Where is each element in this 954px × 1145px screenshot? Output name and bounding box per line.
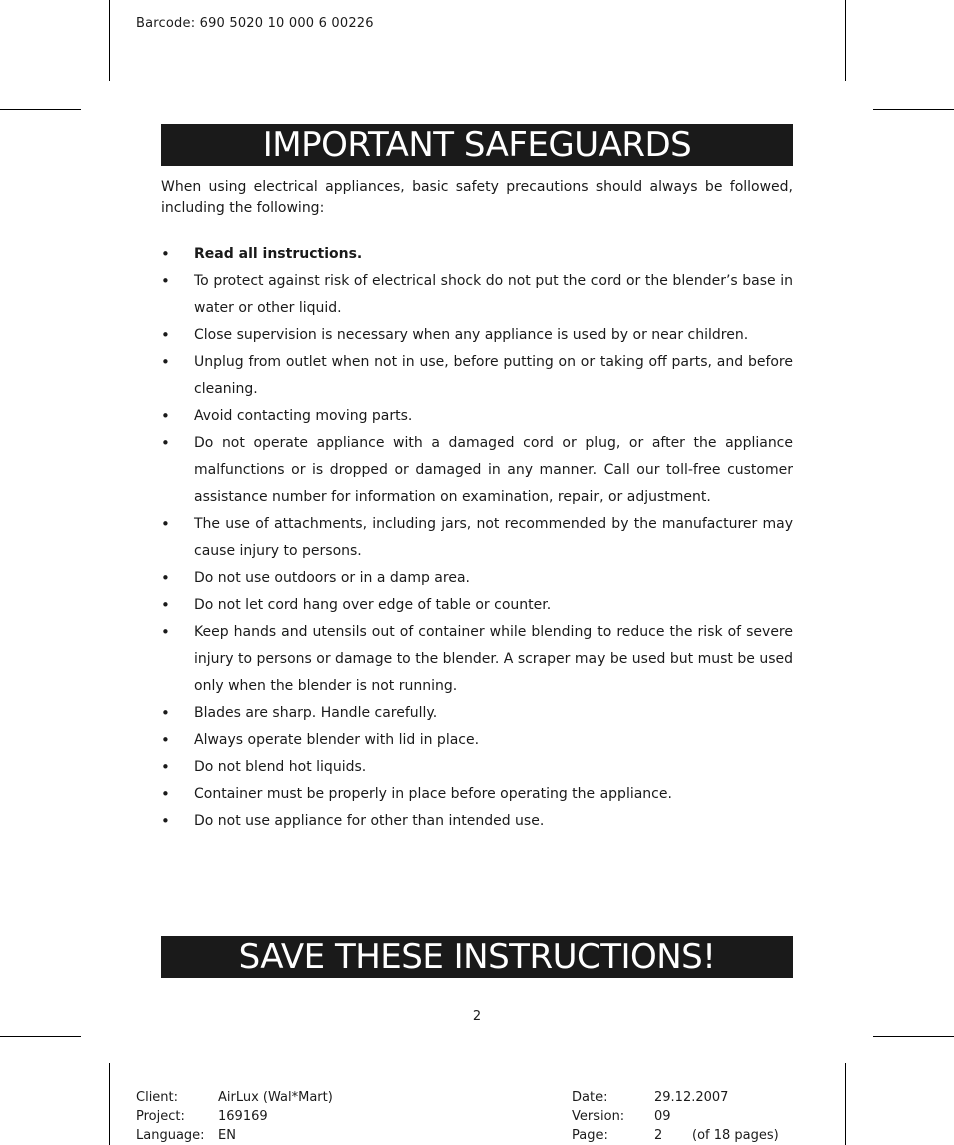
bullet-icon: •: [161, 515, 170, 533]
bullet-icon: •: [161, 326, 170, 344]
safeguard-text: Do not use appliance for other than intended use.: [194, 813, 545, 829]
safeguard-text: Unplug from outlet when not in use, before putting on or taking off parts, and before cleaning.: [194, 354, 793, 397]
page-total: (of 18 pages): [692, 1128, 779, 1143]
safeguard-item: [161, 700, 793, 727]
safeguard-text: The use of attachments, including jars, not recommended by the manufacturer may cause injury to persons.: [194, 516, 793, 559]
crop-mark-bottom-right: [845, 1063, 846, 1145]
safeguard-text: Close supervision is necessary when any appliance is used by or near children.: [194, 327, 749, 343]
safeguards-list: [161, 241, 793, 835]
version-value: 09: [654, 1109, 671, 1124]
barcode-text: Barcode: 690 5020 10 000 6 00226: [136, 16, 374, 31]
page-label: Page:: [572, 1128, 608, 1143]
safeguard-item: [161, 565, 793, 592]
bullet-icon: •: [161, 731, 170, 749]
safeguard-item: [161, 592, 793, 619]
bullet-icon: •: [161, 272, 170, 290]
safeguard-text: Do not let cord hang over edge of table or counter.: [194, 597, 552, 613]
safeguard-item: [161, 322, 793, 349]
page-value: 2: [654, 1128, 663, 1143]
page-title-banner: IMPORTANT SAFEGUARDS: [161, 124, 793, 166]
bullet-icon: •: [161, 785, 170, 803]
safeguard-text: Always operate blender with lid in place.: [194, 732, 480, 748]
project-value: 169169: [218, 1109, 268, 1124]
project-label: Project:: [136, 1109, 185, 1124]
crop-mark-right-lower: [873, 1036, 954, 1037]
safeguard-item: [161, 349, 793, 403]
crop-mark-top-right: [845, 0, 846, 81]
save-instructions-banner: SAVE THESE INSTRUCTIONS!: [161, 936, 793, 978]
safeguard-text: Container must be properly in place before operating the appliance.: [194, 786, 672, 802]
safeguard-item: [161, 268, 793, 322]
intro-paragraph: When using electrical appliances, basic safety precautions should always be followed, including the following:: [161, 179, 793, 216]
safeguard-text: Do not operate appliance with a damaged cord or plug, or after the appliance malfunctions or is dropped or damaged in any manner. Call our toll-free customer assistance number for information on examination, repair, or adjustment.: [194, 435, 793, 505]
crop-mark-left-lower: [0, 1036, 81, 1037]
bullet-icon: •: [161, 245, 170, 263]
crop-mark-top-left: [109, 0, 110, 81]
bullet-icon: •: [161, 434, 170, 452]
safeguard-item: [161, 241, 793, 268]
safeguard-item: [161, 619, 793, 700]
safeguard-item: [161, 511, 793, 565]
safeguard-text: Do not use outdoors or in a damp area.: [194, 570, 470, 586]
bullet-icon: •: [161, 812, 170, 830]
safeguard-item: [161, 808, 793, 835]
safeguard-text: Blades are sharp. Handle carefully.: [194, 705, 438, 721]
safeguard-item: [161, 403, 793, 430]
client-value: AirLux (Wal*Mart): [218, 1090, 333, 1105]
page-number: 2: [472, 1009, 482, 1024]
language-value: EN: [218, 1128, 236, 1143]
safeguard-text: Keep hands and utensils out of container while blending to reduce the risk of severe injury to persons or damage to the blender. A scraper may be used but must be used only when the blender is not running.: [194, 624, 793, 694]
safeguard-item: [161, 430, 793, 511]
bullet-icon: •: [161, 704, 170, 722]
safeguard-item: [161, 781, 793, 808]
safeguard-text: To protect against risk of electrical shock do not put the cord or the blender’s base in water or other liquid.: [194, 273, 793, 316]
bullet-icon: •: [161, 569, 170, 587]
version-label: Version:: [572, 1109, 625, 1124]
safeguard-text: Do not blend hot liquids.: [194, 759, 367, 775]
bullet-icon: •: [161, 407, 170, 425]
language-label: Language:: [136, 1128, 205, 1143]
safeguard-item: [161, 727, 793, 754]
bullet-icon: •: [161, 623, 170, 641]
date-value: 29.12.2007: [654, 1090, 729, 1105]
client-label: Client:: [136, 1090, 179, 1105]
crop-mark-left-upper: [0, 109, 81, 110]
date-label: Date:: [572, 1090, 608, 1105]
bullet-icon: •: [161, 758, 170, 776]
crop-mark-right-upper: [873, 109, 954, 110]
bullet-icon: •: [161, 353, 170, 371]
bullet-icon: •: [161, 596, 170, 614]
safeguard-text: Read all instructions.: [194, 246, 363, 262]
crop-mark-bottom-left: [109, 1063, 110, 1145]
safeguard-text: Avoid contacting moving parts.: [194, 408, 413, 424]
safeguard-item: [161, 754, 793, 781]
